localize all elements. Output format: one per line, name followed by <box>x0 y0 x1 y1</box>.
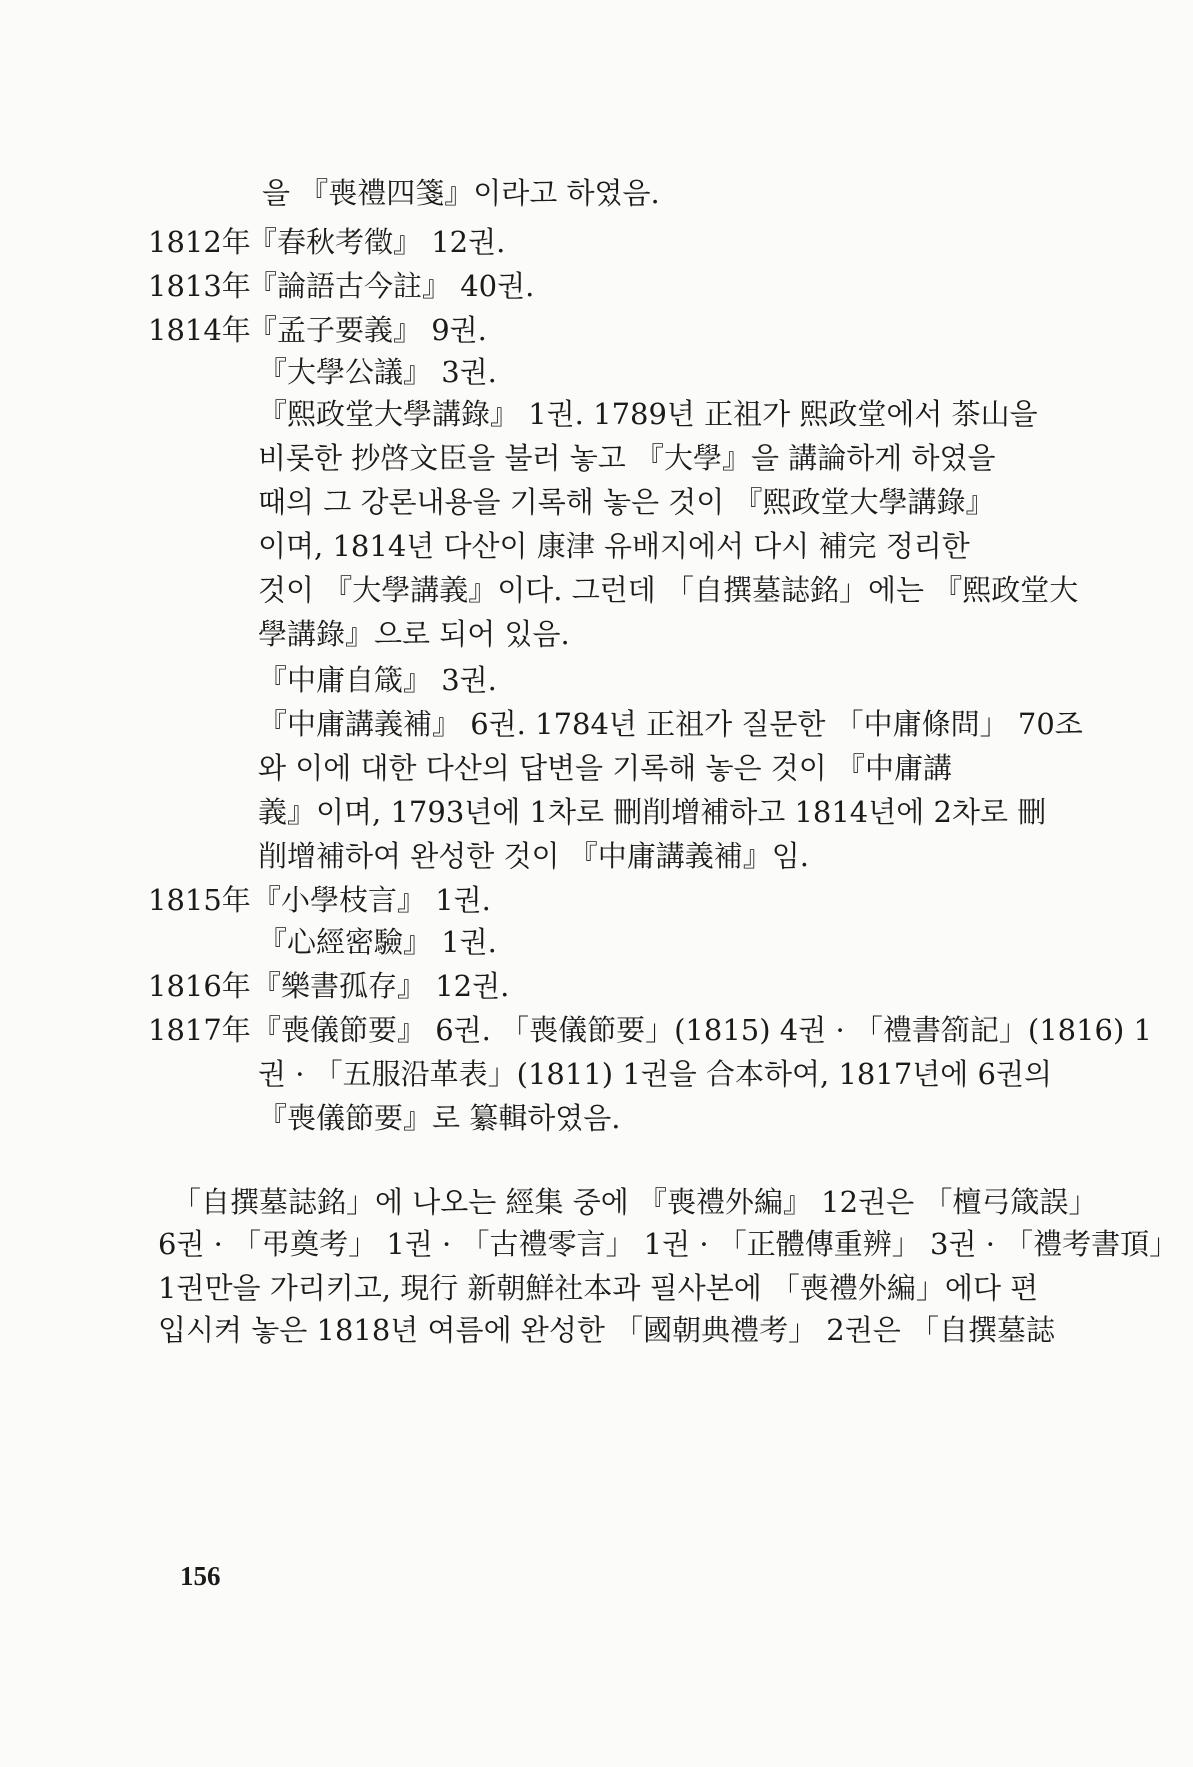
year-label: 1814年 <box>148 313 251 347</box>
continuation-line: 을 『喪禮四箋』이라고 하였음. <box>262 176 660 210</box>
entry-line: 『小學枝言』 1권. <box>252 883 491 917</box>
year-label: 1812年 <box>148 225 251 259</box>
entry-line: 『喪儀節要』로 纂輯하였음. <box>258 1101 621 1135</box>
year-label: 1817年 <box>148 1013 251 1047</box>
entry-line: 『心經密驗』 1권. <box>258 925 497 959</box>
entry-line: 削增補하여 완성한 것이 『中庸講義補』임. <box>258 839 809 873</box>
entry-line: 이며, 1814년 다산이 康津 유배지에서 다시 補完 정리한 <box>258 529 970 563</box>
entry-line: 『喪儀節要』 6권. 「喪儀節要」(1815) 4권 · 「禮書箚記」(1816) 1 <box>252 1013 1152 1047</box>
year-label: 1813年 <box>148 269 251 303</box>
year-label: 1816年 <box>148 969 251 1003</box>
entry-line: 『樂書孤存』 12권. <box>252 969 510 1003</box>
entry-line: 義』이며, 1793년에 1차로 刪削增補하고 1814년에 2차로 刪 <box>258 795 1047 829</box>
entry-line: 學講錄』으로 되어 있음. <box>258 617 570 651</box>
entry-line: 것이 『大學講義』이다. 그런데 「自撰墓誌銘」에는 『熙政堂大 <box>258 573 1079 607</box>
paragraph-line: 입시켜 놓은 1818년 여름에 완성한 「國朝典禮考」 2권은 「自撰墓誌 <box>158 1313 1055 1347</box>
year-label: 1815年 <box>148 883 251 917</box>
entry-line: 『孟子要義』 9권. <box>248 313 487 347</box>
entry-line: 『熙政堂大學講錄』 1권. 1789년 正祖가 熙政堂에서 茶山을 <box>258 397 1038 431</box>
entry-line: 『中庸講義補』 6권. 1784년 正祖가 질문한 「中庸條問」 70조 <box>258 707 1083 741</box>
paragraph-line: 6권 · 「弔奠考」 1권 · 「古禮零言」 1권 · 「正體傳重辨」 3권 · 「禮考書頂」 <box>158 1227 1179 1261</box>
entry-line: 권 · 「五服沿革表」(1811) 1권을 合本하여, 1817년에 6권의 <box>258 1057 1053 1091</box>
entry-line: 『中庸自箴』 3권. <box>258 663 497 697</box>
entry-line: 와 이에 대한 다산의 답변을 기록해 놓은 것이 『中庸講 <box>258 751 952 785</box>
entry-line: 때의 그 강론내용을 기록해 놓은 것이 『熙政堂大學講錄』 <box>258 485 995 519</box>
entry-line: 비롯한 抄啓文臣을 불러 놓고 『大學』을 講論하게 하였을 <box>258 441 996 475</box>
entry-line: 『大學公議』 3권. <box>258 355 497 389</box>
entry-line: 『論語古今註』 40권. <box>248 269 535 303</box>
paragraph-line: 「自撰墓誌銘」에 나오는 經集 중에 『喪禮外編』 12권은 「檀弓箴誤」 <box>172 1185 1098 1219</box>
entry-line: 『春秋考徵』 12권. <box>248 225 506 259</box>
paragraph-line: 1권만을 가리키고, 現行 新朝鮮社本과 필사본에 「喪禮外編」에다 편 <box>158 1271 1039 1305</box>
page-number: 156 <box>180 1561 221 1591</box>
